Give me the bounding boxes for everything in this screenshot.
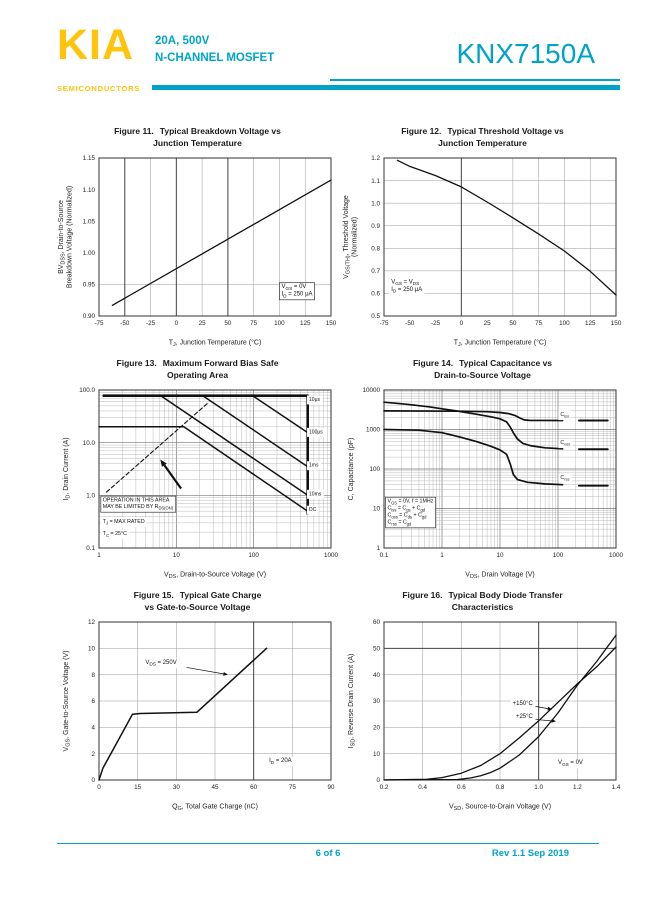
svg-text:1: 1	[376, 545, 380, 553]
svg-text:0.7: 0.7	[371, 268, 380, 276]
svg-text:1.0: 1.0	[371, 200, 380, 208]
series-gate-charge-curve	[99, 648, 267, 780]
svg-text:DC: DC	[309, 507, 317, 514]
svg-text:75: 75	[535, 320, 543, 327]
svg-text:25: 25	[198, 320, 206, 327]
svg-text:10: 10	[87, 645, 95, 653]
svg-text:10ms: 10ms	[309, 491, 322, 498]
figure-16-title	[340, 590, 625, 614]
svg-text:VGS(TH), Threshold Voltage: $V_{GS(TH)}$, Threshold Voltage	[343, 195, 352, 279]
figure-12-title-line1: Typical Threshold Voltage vs	[447, 126, 564, 136]
svg-text:40: 40	[372, 671, 380, 679]
svg-text:0.1: 0.1	[379, 552, 389, 559]
svg-text:0: 0	[376, 777, 380, 785]
svg-text:100μs: 100μs	[309, 429, 323, 436]
figure-14-title-line2: Drain-to-Source Voltage	[434, 369, 531, 380]
svg-text:0: 0	[91, 777, 95, 785]
figure-15-chart	[55, 616, 345, 812]
svg-text:-25: -25	[431, 320, 441, 327]
chart-svg	[340, 616, 630, 812]
device-summary	[155, 33, 274, 67]
svg-text:12: 12	[87, 619, 95, 627]
kia-logo-subtext: SEMICONDUCTORS	[57, 84, 141, 93]
svg-text:45: 45	[211, 784, 219, 791]
series-ciss	[384, 411, 563, 421]
svg-text:ID = 250 μA: $I_D = 250$ μA	[281, 291, 313, 299]
svg-text:50: 50	[509, 320, 517, 327]
svg-text:60: 60	[250, 784, 258, 791]
svg-text:+25°C: +25°C	[515, 714, 533, 721]
svg-text:1000: 1000	[365, 426, 380, 434]
svg-text:0.4: 0.4	[418, 784, 428, 791]
svg-text:Coss = Cds + Cgd: $C_{oss} = C_{ds} + C_{gd}$	[387, 512, 427, 520]
figure-12-title-line2: Junction Temperature	[438, 137, 527, 148]
svg-text:0.9: 0.9	[371, 222, 380, 230]
svg-text:Crss = Cgd: $C_{rss} = C_{gd}$	[387, 519, 412, 527]
chart-svg	[340, 152, 630, 348]
series-coss	[384, 402, 563, 449]
svg-text:1.0: 1.0	[86, 492, 95, 500]
svg-text:-75: -75	[379, 320, 389, 327]
svg-text:Ciss: $C_{iss}$	[560, 411, 570, 419]
figure-11	[55, 126, 340, 348]
svg-text:1: 1	[440, 552, 444, 559]
svg-text:VSD, Source-to-Drain Voltage (: $V_{SD}$, Source-to-Drain Voltage (V)	[448, 803, 552, 812]
svg-text:1: 1	[97, 552, 101, 559]
svg-text:100: 100	[274, 320, 285, 327]
figure-15-title	[55, 590, 340, 614]
svg-text:(Normalized): (Normalized)	[351, 216, 359, 258]
svg-text:1000: 1000	[323, 552, 339, 559]
header-rule-thin	[330, 79, 620, 81]
svg-text:20: 20	[372, 724, 380, 732]
svg-text:VDS, Drain-to-Source Voltage (: $V_{DS}$, Drain-to-Source Voltage (V)	[163, 571, 267, 580]
svg-text:8: 8	[91, 671, 95, 679]
figure-13-title-line1: Maximum Forward Bias Safe	[162, 358, 279, 368]
svg-text:VDS, Drain Voltage (V): $V_{DS}$, Drain Voltage (V)	[465, 571, 535, 580]
svg-text:BVDSS, Drain-to-Source: $BV_{DSS}$, Drain-to-Source	[58, 200, 67, 274]
figure-12	[340, 126, 625, 348]
svg-text:Coss: $C_{oss}$	[560, 439, 571, 447]
figure-11-title-line1: Typical Breakdown Voltage vs	[159, 126, 281, 136]
svg-text:Crss: $C_{rss}$	[560, 474, 570, 482]
svg-text:0: 0	[174, 320, 179, 327]
svg-text:1.00: 1.00	[82, 250, 95, 257]
figure-13-chart	[55, 384, 345, 580]
svg-text:0.6: 0.6	[371, 290, 380, 298]
svg-text:VGS = 0V: $V_{GS} = 0V$	[558, 760, 583, 767]
svg-text:1000: 1000	[608, 552, 624, 559]
chart-svg	[55, 384, 345, 580]
part-number: KNX7150A	[456, 38, 595, 69]
svg-text:0.1: 0.1	[86, 545, 95, 553]
svg-text:100: 100	[248, 552, 259, 559]
svg-text:25: 25	[483, 320, 491, 327]
svg-text:VGS, Gate-to-Source Voltage (V: $V_{GS}$, Gate-to-Source Voltage (V)	[63, 650, 72, 752]
figure-13-label: Figure 13.	[116, 358, 157, 368]
svg-text:1.4: 1.4	[611, 784, 621, 791]
svg-text:4: 4	[91, 724, 95, 732]
svg-text:125: 125	[584, 320, 596, 327]
figure-15-title-line1: Typical Gate Charge	[179, 590, 262, 600]
svg-text:+150°C: +150°C	[512, 700, 533, 707]
svg-text:10μs: 10μs	[309, 396, 320, 403]
svg-text:ID = 250 μA: $I_D = 250$ μA	[391, 286, 423, 294]
series-pulse-1ms	[203, 396, 308, 467]
svg-text:VGS = 0V: $V_{GS} = 0V$	[281, 284, 307, 291]
svg-text:OPERATION IN THIS AREA: OPERATION IN THIS AREA	[102, 497, 170, 504]
svg-text:-50: -50	[405, 320, 415, 327]
svg-text:ID, Drain Current (A): $I_D$, Drain Current (A)	[63, 437, 72, 501]
svg-text:1.05: 1.05	[82, 218, 95, 226]
page-number: 6 of 6	[315, 848, 341, 859]
svg-text:0.5: 0.5	[371, 313, 380, 321]
svg-text:125: 125	[299, 320, 311, 327]
svg-text:6: 6	[91, 698, 95, 706]
figure-13-title	[55, 358, 340, 382]
svg-text:1.15: 1.15	[82, 155, 95, 163]
svg-text:15: 15	[134, 784, 142, 791]
svg-text:150: 150	[325, 320, 337, 327]
figure-15-title-line2: vs Gate-to-Source Voltage	[144, 601, 251, 612]
figure-13	[55, 358, 340, 580]
svg-text:100: 100	[369, 466, 380, 474]
svg-text:0.8: 0.8	[495, 784, 505, 791]
series-pulse-10ms	[161, 396, 308, 496]
svg-text:ID = 20A: $I_D = 20A$	[269, 758, 292, 765]
svg-text:50: 50	[372, 645, 380, 653]
svg-text:TJ, Junction Temperature (°C): $T_J$, Junction Temperature (°C)	[453, 339, 547, 348]
svg-text:150: 150	[610, 320, 622, 327]
svg-text:Breakdown Voltage (Normalized): Breakdown Voltage (Normalized)	[66, 185, 74, 289]
svg-text:75: 75	[288, 784, 296, 791]
svg-text:0.95: 0.95	[82, 281, 95, 289]
device-type: N-CHANNEL MOSFET	[155, 52, 275, 64]
figures-grid	[55, 126, 625, 812]
svg-text:VGS = 0V, f = 1MHz: $V_{GS} = 0V$, f = 1MHz	[387, 498, 434, 506]
svg-text:TJ, Junction Temperature (°C): $T_J$, Junction Temperature (°C)	[168, 339, 262, 348]
svg-text:-25: -25	[146, 320, 156, 327]
figure-11-title	[55, 126, 340, 150]
svg-text:10: 10	[372, 505, 380, 513]
figure-14	[340, 358, 625, 580]
figure-16-title-line1: Typical Body Diode Transfer	[448, 590, 563, 600]
figure-14-chart	[340, 384, 630, 580]
figure-12-title	[340, 126, 625, 150]
figure-11-title-line2: Junction Temperature	[153, 137, 242, 148]
svg-text:10: 10	[496, 552, 504, 559]
svg-text:0: 0	[459, 320, 464, 327]
svg-text:30: 30	[172, 784, 180, 791]
svg-text:0: 0	[97, 784, 101, 791]
svg-text:0.2: 0.2	[379, 784, 389, 791]
svg-text:0.6: 0.6	[456, 784, 466, 791]
figure-11-chart	[55, 152, 345, 348]
svg-text:10000: 10000	[362, 387, 380, 395]
svg-text:100: 100	[559, 320, 570, 327]
svg-text:1.2: 1.2	[371, 155, 380, 163]
figure-13-title-line2: Operating Area	[166, 369, 229, 380]
chart-svg	[340, 384, 630, 580]
svg-text:10: 10	[372, 750, 380, 758]
figure-15	[55, 590, 340, 812]
svg-text:C, Capacitance (pF): C, Capacitance (pF)	[348, 437, 355, 501]
svg-text:VDS = 250V: $V_{DS} = 250V$	[145, 660, 177, 667]
svg-text:1.2: 1.2	[572, 784, 582, 791]
figure-11-label: Figure 11.	[114, 126, 154, 136]
svg-text:100.0: 100.0	[79, 387, 95, 395]
svg-text:2: 2	[91, 750, 95, 758]
svg-text:10.0: 10.0	[82, 439, 95, 447]
svg-text:60: 60	[372, 619, 380, 627]
chart-svg	[55, 616, 345, 812]
svg-text:1.10: 1.10	[82, 186, 95, 194]
figure-16-title-line2: Characteristics	[451, 601, 514, 612]
figure-16	[340, 590, 625, 812]
figure-12-chart	[340, 152, 630, 348]
svg-text:1.0: 1.0	[534, 784, 544, 791]
svg-text:TC = 25°C: $T_C = 25^\circ C$	[102, 531, 127, 538]
svg-text:50: 50	[224, 320, 232, 327]
header-rule-thick	[152, 85, 620, 90]
figure-16-chart	[340, 616, 630, 812]
device-rating: 20A, 500V	[155, 35, 210, 47]
svg-text:0.90: 0.90	[82, 313, 95, 321]
svg-text:-75: -75	[94, 320, 104, 327]
figure-14-label: Figure 14.	[412, 358, 454, 368]
svg-text:100: 100	[552, 552, 564, 559]
chart-svg	[55, 152, 345, 348]
svg-text:1ms: 1ms	[309, 462, 319, 469]
series-pulse-100us	[253, 396, 308, 433]
svg-text:QG, Total Gate Charge (nC): $Q_G$, Total Gate Charge (nC)	[172, 803, 258, 812]
svg-text:1.1: 1.1	[371, 177, 380, 185]
svg-text:VGS = VDS: $V_{GS} = V_{DS}$	[391, 279, 420, 286]
revision-label: Rev 1.1 Sep 2019	[491, 848, 569, 859]
svg-text:MAY BE LIMITED BY RDS(ON): MAY BE LIMITED BY $R_{DS(ON)}$	[102, 504, 174, 511]
svg-text:-50: -50	[120, 320, 130, 327]
svg-text:0.8: 0.8	[371, 245, 380, 253]
svg-text:75: 75	[250, 320, 258, 327]
svg-text:ISD, Reverse Drain Current (A): $I_{SD}$, Reverse Drain Current (A)	[348, 653, 357, 749]
svg-text:10: 10	[172, 552, 180, 559]
kia-logo: KIA	[57, 21, 135, 69]
figure-14-title	[340, 358, 625, 382]
page-footer	[57, 843, 599, 864]
svg-text:90: 90	[327, 784, 335, 791]
figure-12-label: Figure 12.	[401, 126, 442, 136]
svg-text:TJ = MAX RATED: $T_J$ = MAX RATED	[102, 518, 145, 526]
svg-text:30: 30	[372, 698, 380, 706]
svg-text:Ciss = Cgs + Cgd: $C_{iss} = C_{gs} + C_{gd}$	[387, 505, 426, 513]
figure-16-label: Figure 16.	[402, 590, 443, 600]
figure-15-label: Figure 15.	[133, 590, 174, 600]
figure-14-title-line1: Typical Capacitance vs	[459, 358, 553, 368]
